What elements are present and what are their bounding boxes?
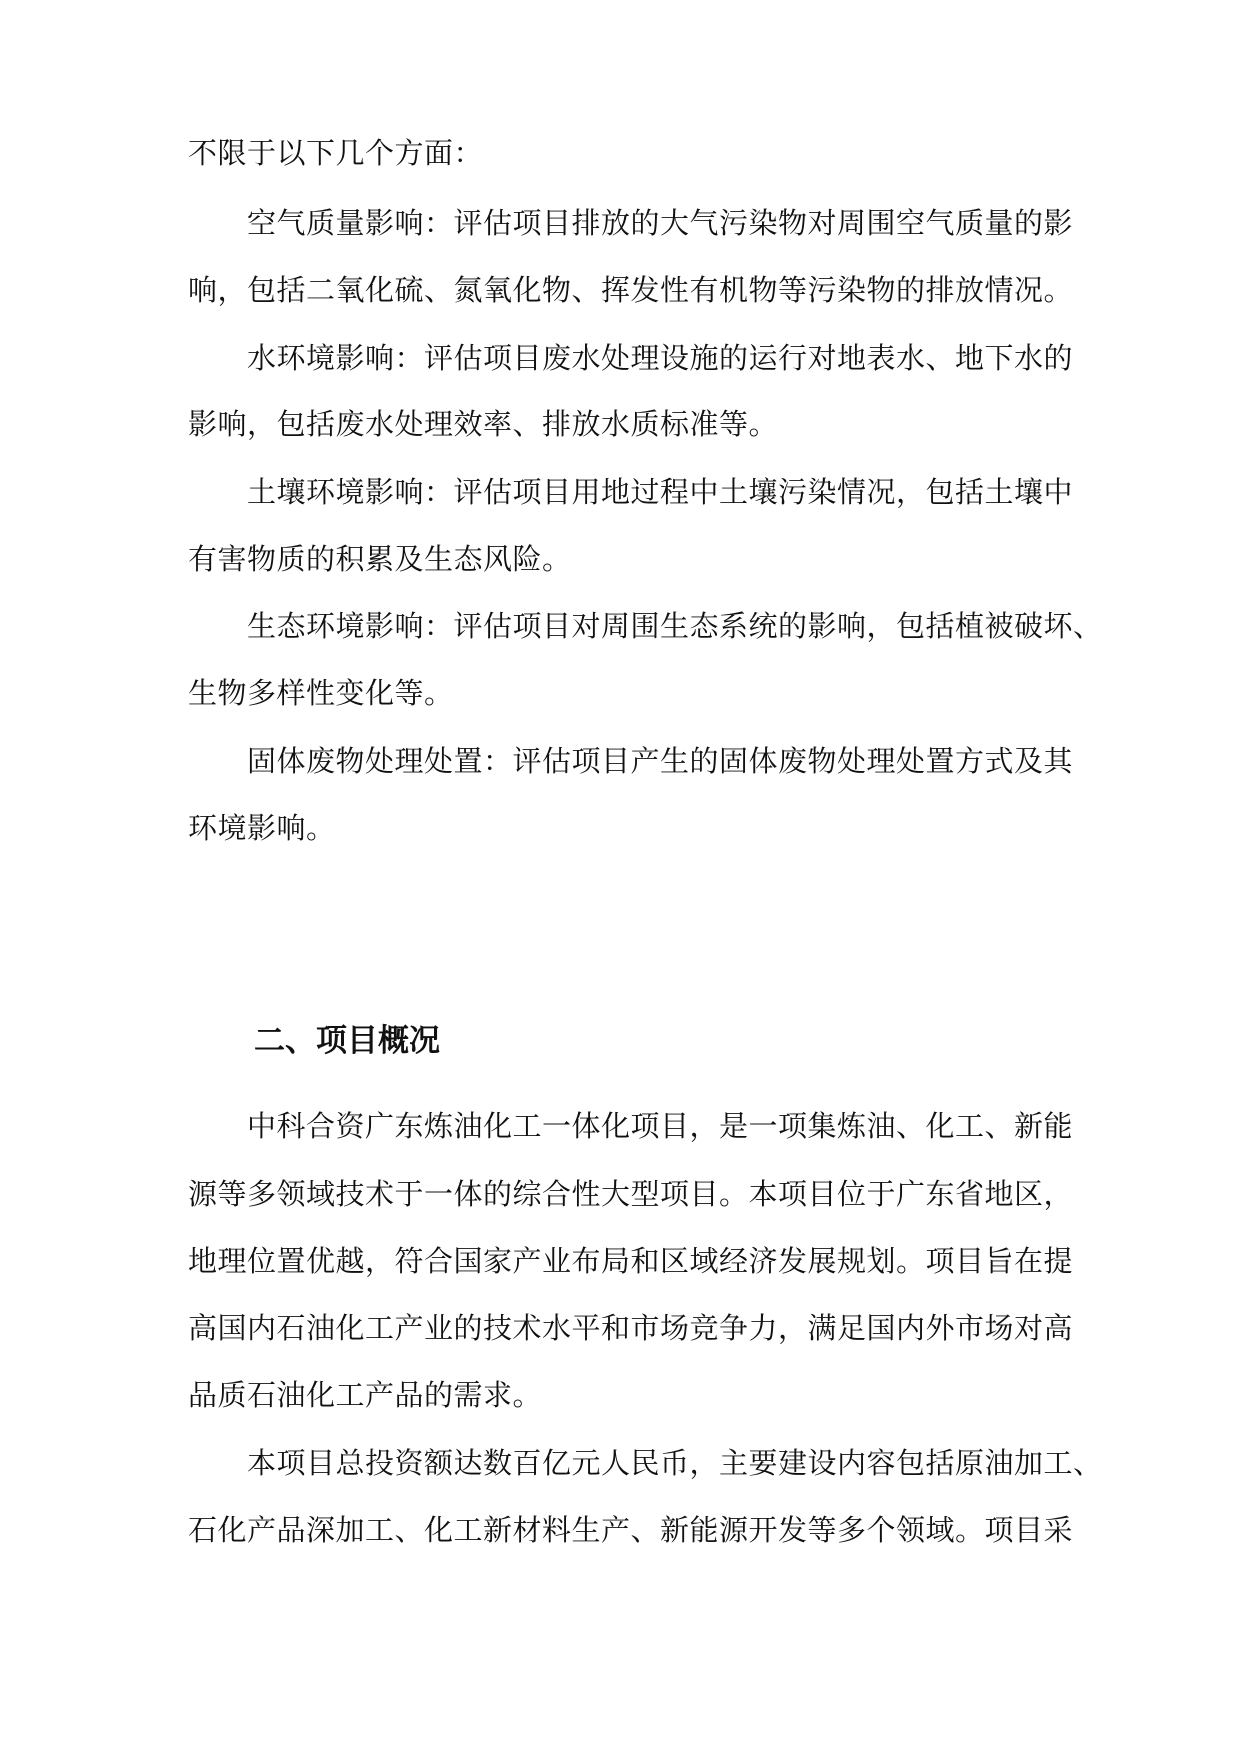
- paragraph-line: 有害物质的积累及生态风险。: [188, 542, 572, 576]
- paragraph-line: 空气质量影响：评估项目排放的大气污染物对周围空气质量的影: [247, 206, 1074, 240]
- paragraph-line: 石化产品深加工、化工新材料生产、新能源开发等多个领域。项目采: [188, 1513, 1074, 1547]
- paragraph-line: 固体废物处理处置：评估项目产生的固体废物处理处置方式及其: [247, 744, 1074, 778]
- paragraph-line: 水环境影响：评估项目废水处理设施的运行对地表水、地下水的: [247, 341, 1074, 375]
- paragraph-line: 生物多样性变化等。: [188, 676, 454, 710]
- paragraph-line: 环境影响。: [188, 811, 336, 845]
- paragraph-line: 生态环境影响：评估项目对周围生态系统的影响，包括植被破坏、: [247, 609, 1103, 643]
- paragraph-line: 影响，包括废水处理效率、排放水质标准等。: [188, 407, 779, 441]
- paragraph-line: 不限于以下几个方面：: [188, 136, 484, 170]
- paragraph-line: 土壤环境影响：评估项目用地过程中土壤污染情况，包括土壤中: [247, 475, 1074, 509]
- paragraph-line: 品质石油化工产品的需求。: [188, 1378, 543, 1412]
- paragraph-line: 高国内石油化工产业的技术水平和市场竞争力，满足国内外市场对高: [188, 1311, 1074, 1345]
- paragraph-line: 本项目总投资额达数百亿元人民币，主要建设内容包括原油加工、: [247, 1446, 1103, 1480]
- section-heading: 二、项目概况: [254, 1023, 440, 1059]
- paragraph-line: 源等多领域技术于一体的综合性大型项目。本项目位于广东省地区，: [188, 1177, 1074, 1211]
- paragraph-line: 中科合资广东炼油化工一体化项目，是一项集炼油、化工、新能: [247, 1109, 1074, 1143]
- paragraph-line: 地理位置优越，符合国家产业布局和区域经济发展规划。项目旨在提: [188, 1244, 1074, 1278]
- paragraph-line: 响，包括二氧化硫、氮氧化物、挥发性有机物等污染物的排放情况。: [188, 273, 1074, 307]
